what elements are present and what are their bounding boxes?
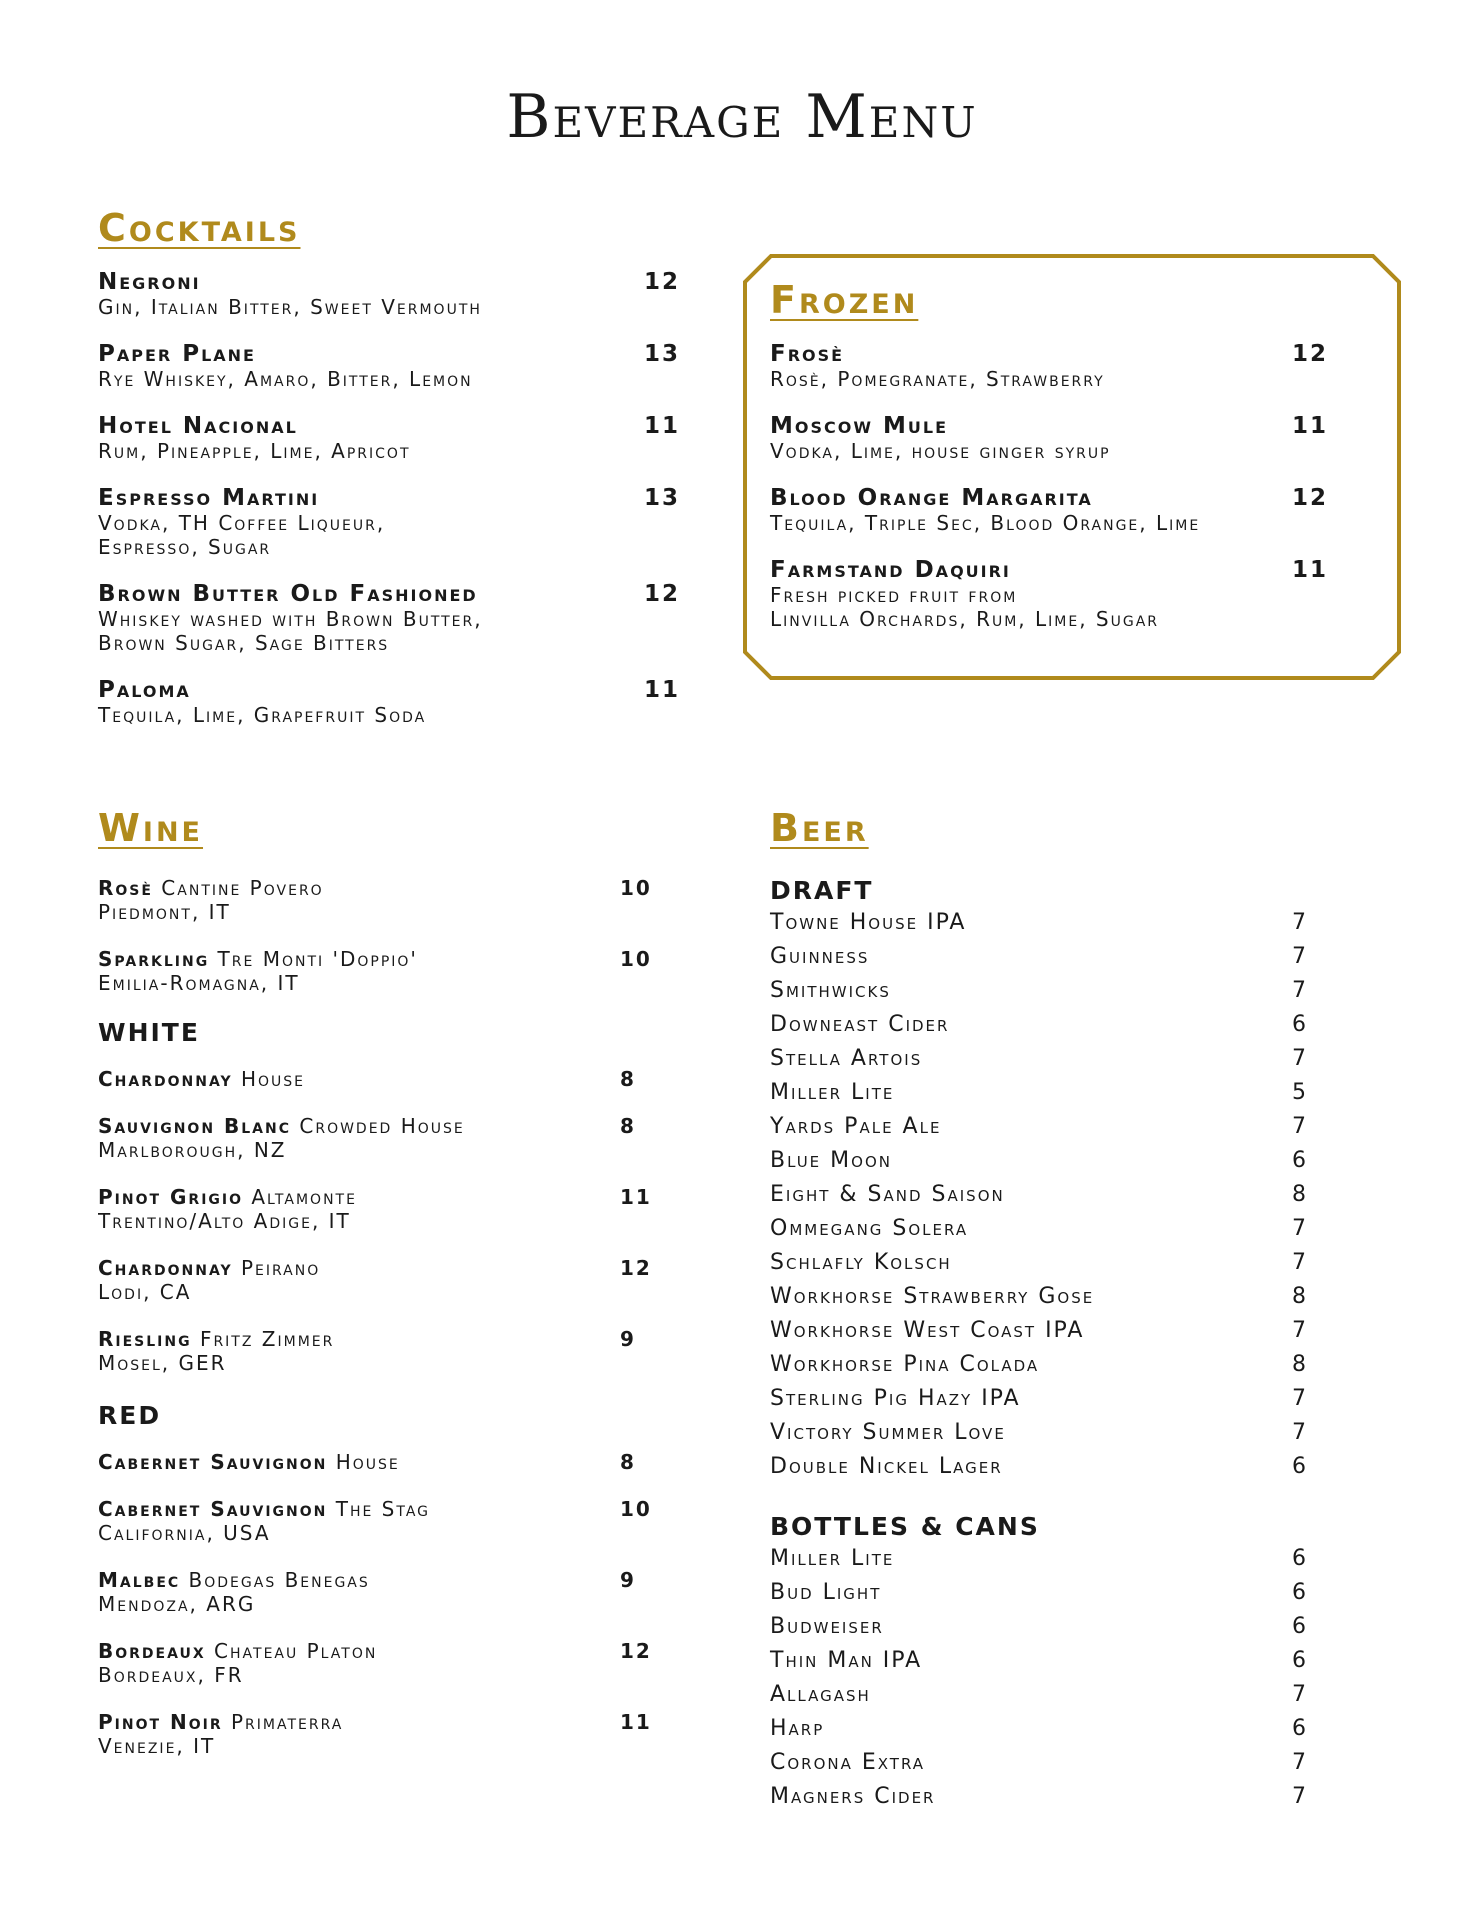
wine-varietal: Chardonnay: [98, 1256, 233, 1280]
page-title: Beverage Menu: [506, 82, 978, 152]
item-description: Espresso, Sugar: [98, 535, 272, 559]
wine-producer: Tre Monti 'Doppio': [209, 947, 418, 971]
wine-name: [98, 1710, 698, 1734]
item-name: Paper Plane: [98, 341, 256, 367]
beer-name: Smithwicks: [770, 978, 891, 1003]
beer-item: [770, 1212, 1370, 1246]
wine-varietal: Bordeaux: [98, 1639, 206, 1663]
wine-name: [98, 1067, 698, 1091]
item-description: Vodka, Lime, house ginger syrup: [770, 439, 1111, 463]
wine-region: California, USA: [98, 1521, 271, 1545]
beer-price: 7: [1292, 1046, 1308, 1071]
wine-region: Venezie, IT: [98, 1734, 216, 1758]
wine-varietal: Cabernet Sauvignon: [98, 1450, 328, 1474]
beer-price: 6: [1292, 1012, 1308, 1037]
wine-item: [98, 1639, 698, 1687]
wine-heading: Wine: [98, 806, 204, 850]
wine-item: [98, 1450, 698, 1474]
item-description: Fresh picked fruit from: [770, 583, 1018, 607]
beer-price: 5: [1292, 1080, 1308, 1105]
wine-producer: Bodegas Benegas: [180, 1568, 370, 1592]
beer-item: [770, 1712, 1370, 1746]
frozen-heading: Frozen: [770, 278, 919, 322]
beer-name: Miller Lite: [770, 1080, 895, 1105]
beer-name: Sterling Pig Hazy IPA: [770, 1386, 1021, 1411]
beer-item: [770, 1644, 1370, 1678]
wine-price: 8: [620, 1114, 636, 1138]
wine-producer: Cantine Povero: [152, 876, 324, 900]
wine-name: [98, 947, 698, 971]
wine-item: [98, 1067, 698, 1091]
beer-price: 6: [1292, 1580, 1308, 1605]
beer-name: Downeast Cider: [770, 1012, 950, 1037]
beer-name: Bud Light: [770, 1580, 882, 1605]
wine-item: [98, 1256, 698, 1304]
beer-price: 8: [1292, 1182, 1308, 1207]
wine-item: [98, 1568, 698, 1616]
beer-price: 6: [1292, 1148, 1308, 1173]
item-name: Farmstand Daquiri: [770, 557, 1011, 583]
beer-item: [770, 1382, 1370, 1416]
wine-region: Trentino/Alto Adige, IT: [98, 1209, 351, 1233]
wine-varietal: Chardonnay: [98, 1067, 233, 1091]
wine-varietal: Sparkling: [98, 947, 210, 971]
cocktails-heading: Cocktails: [98, 206, 301, 250]
beer-price: 7: [1292, 1784, 1308, 1809]
beer-name: Eight & Sand Saison: [770, 1182, 1005, 1207]
beer-price: 6: [1292, 1454, 1308, 1479]
beer-item: [770, 1348, 1370, 1382]
beer-name: Harp: [770, 1716, 825, 1741]
beer-name: Towne House IPA: [770, 910, 967, 935]
beer-item: [770, 1314, 1370, 1348]
menu-item: [770, 558, 1370, 631]
wine-item: [98, 1185, 698, 1233]
beer-item: [770, 1746, 1370, 1780]
wine-price: 12: [620, 1639, 652, 1663]
beer-item: [770, 974, 1370, 1008]
wine-name: [98, 1639, 698, 1663]
item-price: 12: [1292, 341, 1329, 367]
item-name: Blood Orange Margarita: [770, 485, 1093, 511]
beer-price: 7: [1292, 1216, 1308, 1241]
beer-price: 6: [1292, 1546, 1308, 1571]
beer-price: 6: [1292, 1716, 1308, 1741]
wine-price: 8: [620, 1450, 636, 1474]
menu-item: [98, 582, 688, 655]
menu-item: [770, 414, 1370, 463]
beer-item: [770, 1008, 1370, 1042]
wine-price: 11: [620, 1185, 652, 1209]
menu-item: [98, 342, 688, 391]
item-price: 13: [644, 485, 681, 511]
item-price: 11: [644, 413, 681, 439]
beer-item: [770, 1110, 1370, 1144]
item-description: Tequila, Triple Sec, Blood Orange, Lime: [770, 511, 1201, 535]
item-price: 12: [644, 269, 681, 295]
beer-item: [770, 1542, 1370, 1576]
beer-price: 7: [1292, 1420, 1308, 1445]
bottles-subheading: BOTTLES & CANS: [770, 1512, 1040, 1541]
beer-price: 7: [1292, 1318, 1308, 1343]
wine-price: 11: [620, 1710, 652, 1734]
beer-item: [770, 1780, 1370, 1814]
red-subheading: RED: [98, 1401, 162, 1430]
wine-varietal: Pinot Noir: [98, 1710, 223, 1734]
beer-item: [770, 906, 1370, 940]
wine-varietal: Malbec: [98, 1568, 181, 1592]
beer-item: [770, 1678, 1370, 1712]
wine-producer: The Stag: [327, 1497, 431, 1521]
wine-item: [98, 1327, 698, 1375]
beer-heading: Beer: [770, 806, 869, 850]
beer-price: 7: [1292, 910, 1308, 935]
beer-name: Corona Extra: [770, 1750, 926, 1775]
beer-item: [770, 1178, 1370, 1212]
wine-region: Piedmont, IT: [98, 900, 231, 924]
wine-region: Lodi, CA: [98, 1280, 192, 1304]
wine-region: Emilia-Romagna, IT: [98, 971, 300, 995]
item-price: 12: [644, 581, 681, 607]
item-name: Brown Butter Old Fashioned: [98, 581, 478, 607]
beer-item: [770, 1576, 1370, 1610]
wine-name: [98, 1185, 698, 1209]
beer-price: 7: [1292, 978, 1308, 1003]
beer-price: 6: [1292, 1614, 1308, 1639]
item-price: 11: [644, 677, 681, 703]
beer-price: 7: [1292, 1750, 1308, 1775]
item-price: 12: [1292, 485, 1329, 511]
menu-item: [98, 678, 688, 727]
beer-name: Stella Artois: [770, 1046, 923, 1071]
wine-price: 10: [620, 876, 652, 900]
beer-name: Guinness: [770, 944, 870, 969]
wine-region: Mosel, GER: [98, 1351, 227, 1375]
wine-name: [98, 1450, 698, 1474]
wine-item: [98, 1114, 698, 1162]
beer-name: Yards Pale Ale: [770, 1114, 942, 1139]
wine-varietal: Riesling: [98, 1327, 192, 1351]
item-description: Linvilla Orchards, Rum, Lime, Sugar: [770, 607, 1160, 631]
cocktails-list: [98, 270, 688, 750]
item-name: Paloma: [98, 677, 191, 703]
beer-price: 7: [1292, 1386, 1308, 1411]
wine-region: Marlborough, NZ: [98, 1138, 287, 1162]
item-name: Negroni: [98, 269, 201, 295]
beer-price: 8: [1292, 1284, 1308, 1309]
item-name: Frosè: [770, 341, 845, 367]
item-price: 11: [1292, 413, 1329, 439]
wine-producer: Fritz Zimmer: [191, 1327, 335, 1351]
beer-item: [770, 940, 1370, 974]
wine-producer: Crowded House: [291, 1114, 465, 1138]
item-name: Hotel Nacional: [98, 413, 298, 439]
beer-item: [770, 1610, 1370, 1644]
item-name: Moscow Mule: [770, 413, 949, 439]
beer-item: [770, 1076, 1370, 1110]
item-price: 13: [644, 341, 681, 367]
wine-name: [98, 876, 698, 900]
wine-varietal: Sauvignon Blanc: [98, 1114, 292, 1138]
wine-item: [98, 947, 698, 995]
wine-varietal: Cabernet Sauvignon: [98, 1497, 328, 1521]
beer-item: [770, 1280, 1370, 1314]
wine-list: [98, 876, 698, 1820]
item-name: Espresso Martini: [98, 485, 320, 511]
wine-varietal: Pinot Grigio: [98, 1185, 244, 1209]
wine-region: Bordeaux, FR: [98, 1663, 244, 1687]
wine-name: [98, 1327, 698, 1351]
wine-producer: House: [232, 1067, 306, 1091]
menu-item: [98, 486, 688, 559]
item-description: Whiskey washed with Brown Butter,: [98, 607, 483, 631]
item-description: Vodka, TH Coffee Liqueur,: [98, 511, 386, 535]
wine-name: [98, 1114, 698, 1138]
menu-item: [770, 486, 1370, 535]
wine-price: 9: [620, 1327, 636, 1351]
beer-price: 7: [1292, 1114, 1308, 1139]
white-subheading: WHITE: [98, 1018, 200, 1047]
wine-name: [98, 1497, 698, 1521]
beer-item: [770, 1246, 1370, 1280]
beer-list: [770, 876, 1370, 1814]
beer-name: Budweiser: [770, 1614, 884, 1639]
wine-producer: Peirano: [232, 1256, 321, 1280]
menu-item: [98, 414, 688, 463]
wine-price: 9: [620, 1568, 636, 1592]
item-description: Rosè, Pomegranate, Strawberry: [770, 367, 1105, 391]
item-description: Gin, Italian Bitter, Sweet Vermouth: [98, 295, 482, 319]
item-description: Rye Whiskey, Amaro, Bitter, Lemon: [98, 367, 473, 391]
menu-item: [770, 342, 1370, 391]
wine-item: [98, 1497, 698, 1545]
wine-price: 10: [620, 947, 652, 971]
beer-name: Magners Cider: [770, 1784, 936, 1809]
beer-name: Miller Lite: [770, 1546, 895, 1571]
beer-price: 6: [1292, 1648, 1308, 1673]
wine-producer: Primaterra: [222, 1710, 344, 1734]
beer-price: 7: [1292, 944, 1308, 969]
wine-name: [98, 1256, 698, 1280]
beer-name: Schlafly Kolsch: [770, 1250, 952, 1275]
beer-item: [770, 1144, 1370, 1178]
beer-name: Victory Summer Love: [770, 1420, 1006, 1445]
beer-name: Allagash: [770, 1682, 871, 1707]
wine-item: [98, 876, 698, 924]
beer-item: [770, 1450, 1370, 1484]
wine-price: 10: [620, 1497, 652, 1521]
item-description: Rum, Pineapple, Lime, Apricot: [98, 439, 411, 463]
wine-price: 8: [620, 1067, 636, 1091]
beer-name: Thin Man IPA: [770, 1648, 923, 1673]
wine-name: [98, 1568, 698, 1592]
beer-price: 7: [1292, 1682, 1308, 1707]
item-price: 11: [1292, 557, 1329, 583]
wine-region: Mendoza, ARG: [98, 1592, 256, 1616]
beer-name: Double Nickel Lager: [770, 1454, 1003, 1479]
beer-name: Blue Moon: [770, 1148, 892, 1173]
beer-price: 8: [1292, 1352, 1308, 1377]
beer-name: Workhorse West Coast IPA: [770, 1318, 1085, 1343]
beer-name: Workhorse Pina Colada: [770, 1352, 1040, 1377]
wine-item: [98, 1710, 698, 1758]
frozen-list: [770, 342, 1370, 654]
wine-producer: House: [327, 1450, 400, 1474]
menu-item: [98, 270, 688, 319]
item-description: Brown Sugar, Sage Bitters: [98, 631, 390, 655]
item-description: Tequila, Lime, Grapefruit Soda: [98, 703, 427, 727]
wine-price: 12: [620, 1256, 652, 1280]
beer-item: [770, 1416, 1370, 1450]
beer-price: 7: [1292, 1250, 1308, 1275]
wine-producer: Chateau Platon: [205, 1639, 378, 1663]
wine-varietal: Rosè: [98, 876, 153, 900]
beer-name: Ommegang Solera: [770, 1216, 969, 1241]
beer-name: Workhorse Strawberry Gose: [770, 1284, 1095, 1309]
draft-subheading: DRAFT: [770, 876, 874, 905]
beer-item: [770, 1042, 1370, 1076]
wine-producer: Altamonte: [243, 1185, 357, 1209]
